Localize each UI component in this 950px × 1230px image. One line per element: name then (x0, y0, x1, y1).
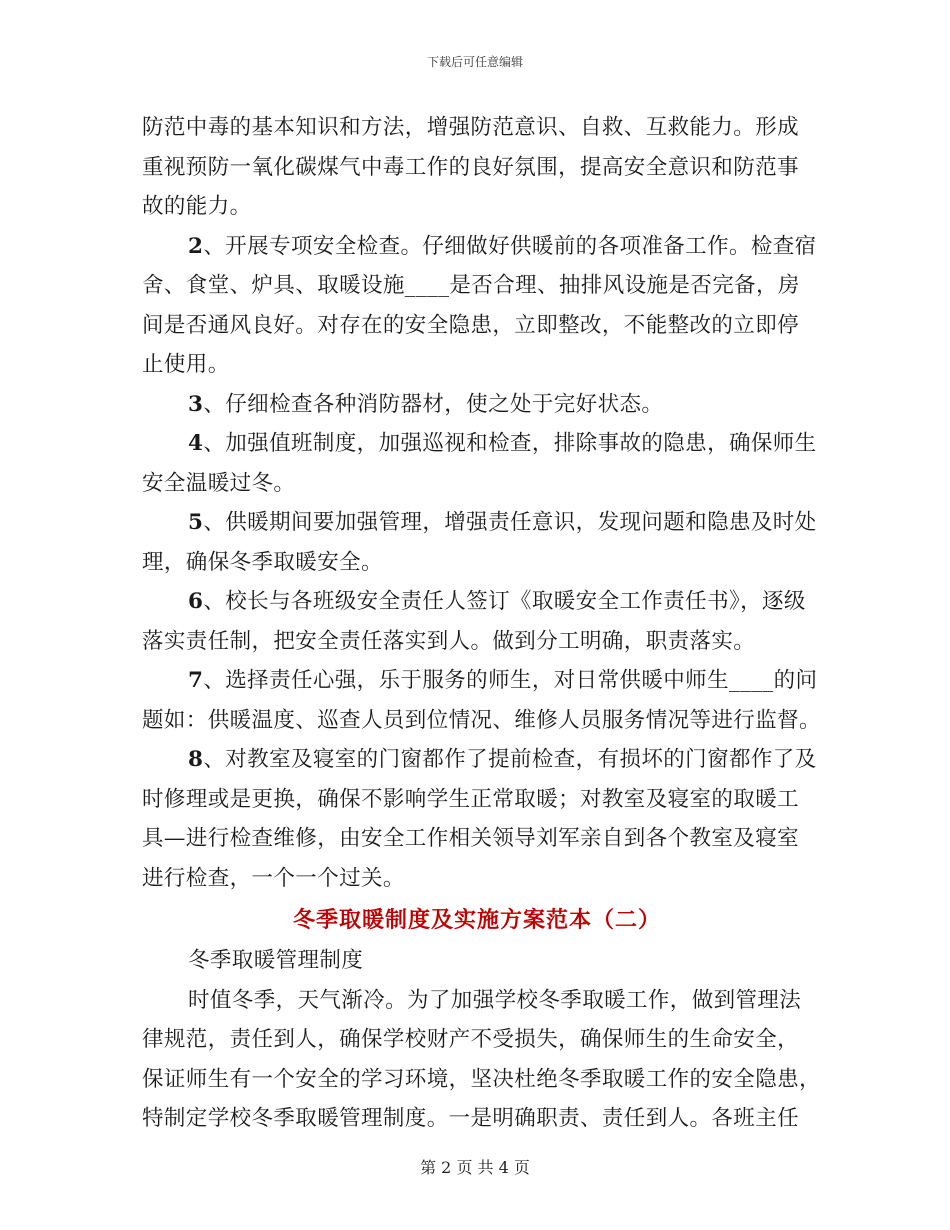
text-line: 舍、食堂、炉具、取暖设施____是否合理、抽排风设施是否完备，房 (142, 273, 800, 298)
list-item-7-line-1 (142, 661, 818, 701)
list-item-4-line-1 (142, 424, 817, 464)
text-line: 题如：供暖温度、巡查人员到位情况、维修人员服务情况等进行监督。 (142, 707, 821, 733)
subtitle: 冬季取暖管理制度 (188, 948, 364, 973)
item-number: 3 (188, 391, 204, 417)
list-item-2-line-1 (142, 227, 817, 267)
item-text: 、仔细检查各种消防器材，使之处于完好状态。 (203, 391, 664, 417)
text-line: 安全温暖过冬。 (142, 470, 296, 496)
item-text: 、供暖期间要加强管理，增强责任意识，发现问题和隐患及时处 (203, 510, 817, 535)
item-number: 5 (188, 510, 204, 535)
text-line: 理，确保冬季取暖安全。 (142, 549, 383, 575)
item-text: 、开展专项安全检查。仔细做好供暖前的各项准备工作。检查宿 (203, 233, 817, 259)
page-number: 第 2 页 共 4 页 (420, 1158, 530, 1177)
text-line: 特制定学校冬季取暖管理制度。一是明确职责、责任到人。各班主任 (142, 1106, 800, 1131)
text-line: 具—进行检查维修，由安全工作相关领导刘军亲自到各个教室及寝室 (142, 826, 800, 851)
item-number: 4 (188, 431, 204, 456)
text-line: 间是否通风良好。对存在的安全隐患，立即整改，不能整改的立即停 (142, 312, 800, 338)
text-line: 故的能力。 (142, 194, 252, 219)
item-text: 、对教室及寝室的门窗都作了提前检查，有损坏的门窗都作了及 (203, 747, 817, 772)
item-number: 8 (188, 747, 204, 772)
text-line: 保证师生有一个安全的学习环境，坚决杜绝冬季取暖工作的安全隐患， (142, 1066, 821, 1092)
list-item-3-line-1 (142, 385, 812, 425)
item-text: 、加强值班制度，加强巡视和检查，排除事故的隐患，确保师生 (203, 431, 817, 456)
list-item-6-line-1 (142, 582, 812, 622)
text-line: 重视预防一氧化碳煤气中毒工作的良好氛围，提高安全意识和防范事 (142, 154, 800, 180)
text-line: 时值冬季，天气渐冷。为了加强学校冬季取暖工作，做到管理法 (188, 987, 802, 1013)
text-line: 落实责任制，把安全责任落实到人。做到分工明确，职责落实。 (142, 628, 756, 654)
list-item-8-line-1 (142, 740, 817, 780)
item-number: 7 (188, 668, 204, 693)
item-text: 、选择责任心强，乐于服务的师生，对日常供暖中师生____的问 (203, 668, 818, 693)
item-number: 6 (188, 589, 204, 614)
page-header-note: 下载后可任意编辑 (426, 55, 523, 69)
list-item-5-line-1 (142, 503, 817, 543)
document-body (142, 108, 821, 1139)
item-number: 2 (188, 233, 204, 259)
text-line: 时修理或是更换，确保不影响学生正常取暖；对教室及寝室的取暖工 (142, 786, 800, 812)
text-line: 防范中毒的基本知识和方法，增强防范意识、自救、互救能力。形成 (142, 115, 800, 140)
text-line: 律规范，责任到人，确保学校财产不受损失，确保师生的生命安全， (142, 1027, 800, 1052)
text-line: 止使用。 (142, 352, 230, 377)
text-line: 进行检查，一个一个过关。 (142, 865, 405, 891)
section-title: 冬季取暖制度及实施方案范本（二） (292, 907, 661, 933)
item-text: 、校长与各班级安全责任人签订《取暖安全工作责任书》，逐级 (203, 589, 806, 614)
